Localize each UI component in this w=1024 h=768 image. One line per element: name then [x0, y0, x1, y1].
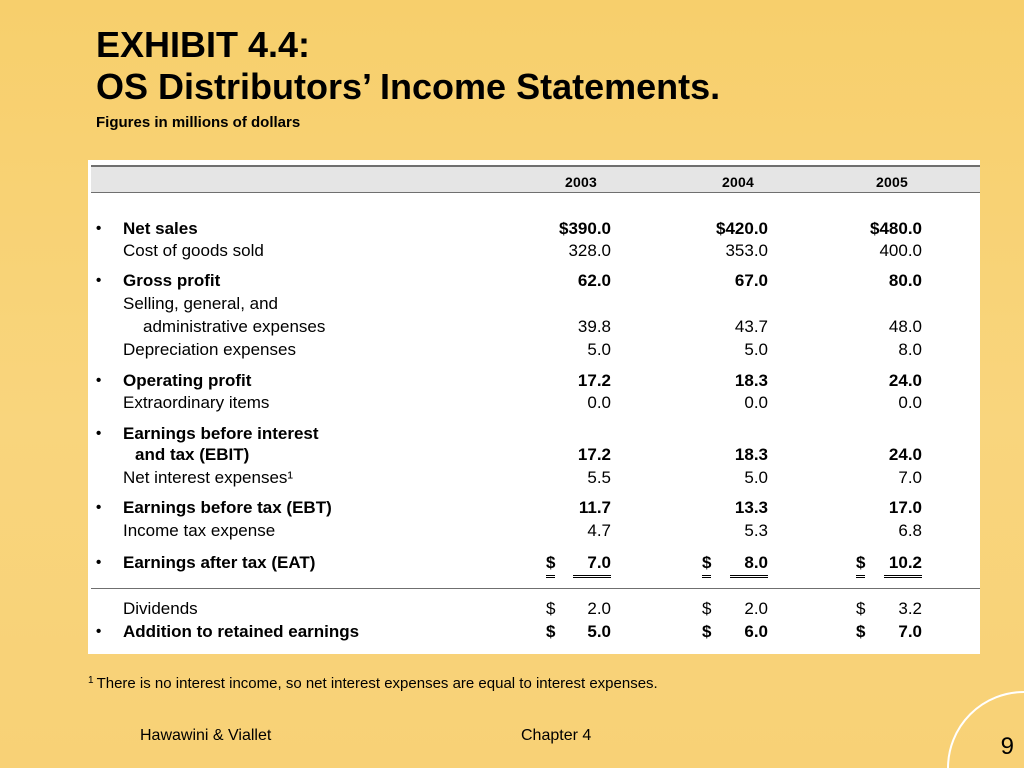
value-2003: 0.0	[587, 393, 611, 412]
row-label: Extraordinary items	[123, 393, 270, 412]
income-statement-table	[88, 160, 980, 654]
row-bullet: •	[96, 425, 102, 442]
row-eat	[88, 552, 980, 574]
value-2005: 7.0	[898, 468, 922, 487]
value-2004: 353.0	[725, 241, 768, 260]
row-label: Earnings before tax (EBT)	[123, 498, 332, 517]
value-2004: 5.0	[744, 340, 768, 359]
row-extraordinary-items	[88, 392, 980, 414]
value-2003: 4.7	[587, 521, 611, 540]
year-header-2005: 2005	[876, 174, 908, 190]
value-2003: 5.0	[587, 340, 611, 359]
value-2005: 17.0	[888, 498, 922, 517]
row-net-interest-expenses	[88, 467, 980, 489]
value-2003: 328.0	[568, 241, 611, 260]
row-bullet: •	[96, 372, 102, 389]
value-2003: 2.0	[587, 599, 611, 618]
statement-title: OS Distributors’ Income Statements.	[96, 66, 721, 107]
footer-author: Hawawini & Viallet	[140, 727, 272, 744]
row-depreciation	[88, 339, 980, 361]
value-2004: 5.3	[744, 521, 768, 540]
row-addition-to-retained-earnings	[88, 621, 980, 643]
value-2003: 7.0	[573, 552, 611, 578]
value-2005: 400.0	[879, 241, 922, 260]
value-2003: 5.0	[587, 622, 611, 641]
value-2004: 67.0	[734, 271, 768, 290]
row-label: Operating profit	[123, 371, 252, 390]
dollar-sign-2005: $	[856, 552, 865, 578]
footnote-text: There is no interest income, so net interest expenses are equal to interest expenses.	[96, 675, 658, 692]
dollar-sign-2005: $	[856, 622, 866, 641]
dollar-sign-2003: $	[546, 622, 556, 641]
value-2005: 7.0	[898, 622, 922, 641]
footer-chapter: Chapter 4	[521, 727, 592, 744]
row-label: Selling, general, and	[123, 294, 279, 313]
row-ebit-line1	[88, 423, 980, 445]
row-label: Cost of goods sold	[123, 241, 264, 260]
value-2003: 62.0	[577, 271, 611, 290]
row-operating-profit	[88, 370, 980, 392]
dollar-sign-2004: $	[702, 599, 712, 618]
row-label: and tax (EBIT)	[135, 445, 250, 464]
row-bullet: •	[96, 623, 102, 640]
row-label: Net interest expenses¹	[123, 468, 294, 487]
row-ebit	[88, 444, 980, 466]
row-ebt	[88, 497, 980, 519]
value-2005: 6.8	[898, 521, 922, 540]
value-2003: 17.2	[577, 445, 611, 464]
value-2004: 43.7	[734, 317, 768, 336]
value-2005: $480.0	[870, 219, 922, 238]
value-2004: $420.0	[716, 219, 768, 238]
value-2004: 8.0	[730, 552, 768, 578]
value-2005: 48.0	[888, 317, 922, 336]
value-2003: 17.2	[577, 371, 611, 390]
value-2005: 24.0	[888, 371, 922, 390]
value-2004: 18.3	[734, 445, 768, 464]
year-header-2003: 2003	[565, 174, 597, 190]
row-cost-of-goods-sold	[88, 240, 980, 262]
year-header-2004: 2004	[722, 174, 754, 190]
row-gross-profit	[88, 270, 980, 292]
page-number: 9	[1000, 733, 1014, 760]
row-label: Net sales	[123, 219, 198, 238]
value-2005: 0.0	[898, 393, 922, 412]
value-2003: $390.0	[559, 219, 611, 238]
row-label: Earnings after tax (EAT)	[123, 553, 316, 572]
row-label: Gross profit	[123, 271, 221, 290]
value-2003: 5.5	[587, 468, 611, 487]
row-income-tax-expense	[88, 520, 980, 542]
value-2004: 5.0	[744, 468, 768, 487]
row-label: Earnings before interest	[123, 424, 319, 443]
dollar-sign-2004: $	[702, 552, 711, 578]
row-dividends	[88, 598, 980, 620]
row-sga-line1	[88, 293, 980, 315]
slide-title-block	[96, 24, 720, 131]
row-label: Dividends	[123, 599, 198, 618]
row-net-sales	[88, 218, 980, 240]
row-sga-expenses	[88, 316, 980, 338]
dollar-sign-2003: $	[546, 552, 555, 578]
row-bullet: •	[96, 220, 102, 237]
dollar-sign-2004: $	[702, 622, 712, 641]
value-2005: 80.0	[888, 271, 922, 290]
row-label: Depreciation expenses	[123, 340, 296, 359]
value-2004: 0.0	[744, 393, 768, 412]
value-2005: 3.2	[898, 599, 922, 618]
value-2005: 8.0	[898, 340, 922, 359]
row-label: administrative expenses	[143, 317, 326, 336]
value-2004: 13.3	[734, 498, 768, 517]
row-bullet: •	[96, 499, 102, 516]
row-bullet: •	[96, 554, 102, 571]
row-label: Income tax expense	[123, 521, 276, 540]
units-subtitle: Figures in millions of dollars	[96, 114, 301, 131]
value-2003: 11.7	[578, 498, 611, 517]
value-2005: 10.2	[884, 552, 922, 578]
value-2004: 18.3	[734, 371, 768, 390]
value-2003: 39.8	[577, 317, 611, 336]
year-header-row	[91, 165, 980, 193]
footnote-marker: 1	[88, 675, 94, 686]
exhibit-title: EXHIBIT 4.4:	[96, 24, 311, 65]
row-bullet: •	[96, 272, 102, 289]
value-2005: 24.0	[888, 445, 922, 464]
dollar-sign-2003: $	[546, 599, 556, 618]
table-separator	[91, 588, 980, 589]
dollar-sign-2005: $	[856, 599, 866, 618]
row-label: Addition to retained earnings	[123, 622, 360, 641]
value-2004: 6.0	[744, 622, 768, 641]
footnote	[88, 675, 658, 692]
value-2004: 2.0	[744, 599, 768, 618]
